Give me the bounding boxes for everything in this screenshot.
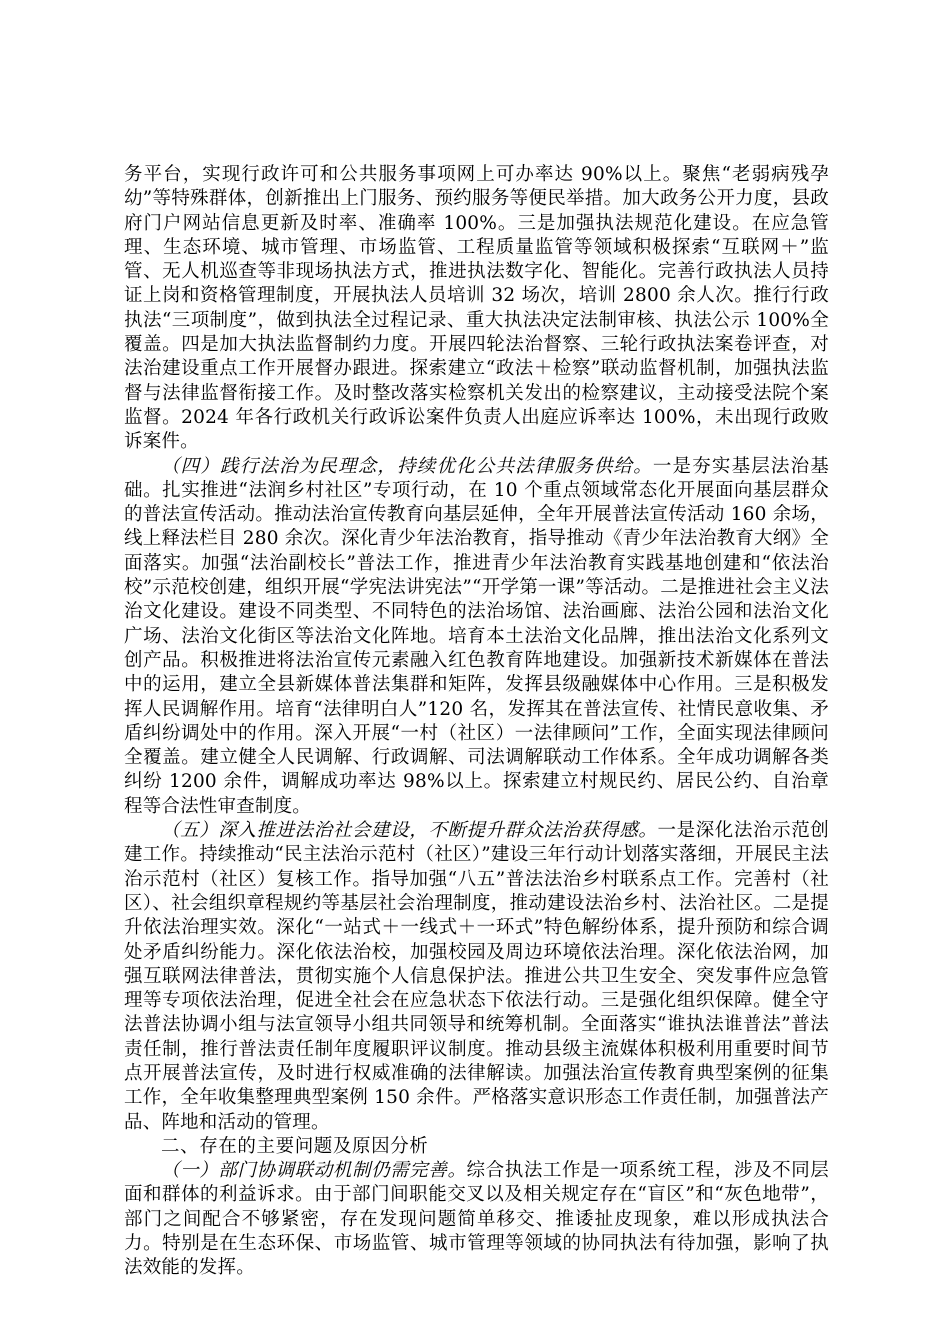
paragraph-subsection-1	[124, 1159, 829, 1280]
section-5-heading: （五）深入推进法治社会建设，不断提升群众法治获得感。	[161, 820, 658, 842]
document-body	[124, 163, 829, 1281]
paragraph-section-5	[124, 819, 829, 1135]
paragraph-continuation: 务平台，实现行政许可和公共服务事项网上可办率达 90%以上。聚焦“老弱病残孕幼”等特殊群体，创新推出上门服务、预约服务等便民举措。加大政务公开力度，县政府门户网站信息更新及时率、准确率 100%。三是加强执法规范化建设。在应急管理、生态环境、城市管理、市场监管、工程质量监管等领域积极探索“互联网＋”监管、无人机巡查等非现场执法方式，推进执法数字化、智能化。完善行政执法人员持证上岗和资格管理制度，开展执法人员培训 32 场次，培训 2800 余人次。推行行政执法“三项制度”，做到执法全过程记录、重大执法决定法制审核、执法公示 100%全覆盖。四是加大执法监督制约力度。开展四轮法治督察、三轮行政执法案卷评查，对法治建设重点工作开展督办跟进。探索建立“政法＋检察”联动监督机制，加强执法监督与法律监督衔接工作。及时整改落实检察机关发出的检察建议，主动接受法院个案监督。2024 年各行政机关行政诉讼案件负责人出庭应诉率达 100%，未出现行政败诉案件。	[124, 164, 829, 453]
paragraph-section-4	[124, 455, 829, 819]
subsection-1-heading: （一）部门协调联动机制仍需完善。	[161, 1160, 467, 1182]
subsection-1-body: 综合执法工作是一项系统工程，涉及不同层面和群体的利益诉求。由于部门间职能交叉以及相关规定存在“盲区”和“灰色地带”，部门之间配合不够紧密，存在发现问题简单移交、推诿扯皮现象，难以形成执法合力。特别是在生态环保、市场监管、城市管理等领域的协同执法有待加强，影响了执法效能的发挥。	[124, 1160, 829, 1279]
part-2-heading: 二、存在的主要问题及原因分析	[161, 1135, 429, 1157]
section-5-body: 一是深化法治示范创建工作。持续推动“民主法治示范村（社区）”建设三年行动计划落实落细，开展民主法治示范村（社区）复核工作。指导加强“八五”普法法治乡村联系点工作。完善村（社区）、社会组织章程规约等基层社会治理制度，推动建设法治乡村、法治社区。二是提升依法治理实效。深化“一站式＋一线式＋一环式”特色解纷体系，提升预防和综合调处矛盾纠纷能力。深化依法治校，加强校园及周边环境依法治理。深化依法治网，加强互联网法律普法，贯彻实施个人信息保护法。推进公共卫生安全、突发事件应急管理等专项依法治理，促进全社会在应急状态下依法行动。三是强化组织保障。健全守法普法协调小组与法宣领导小组共同领导和统筹机制。全面落实“谁执法谁普法”普法责任制，推行普法责任制年度履职评议制度。推动县级主流媒体积极利用重要时间节点开展普法宣传，及时进行权威准确的法律解读。加强法治宣传教育典型案例的征集工作，全年收集整理典型案例 150 余件。严格落实意识形态工作责任制，加强普法产品、阵地和活动的管理。	[124, 820, 829, 1133]
section-4-heading: （四）践行法治为民理念，持续优化公共法律服务供给。	[161, 455, 653, 477]
section-4-body: 一是夯实基层法治基础。扎实推进“法润乡村社区”专项行动，在 10 个重点领域常态化开展面向基层群众的普法宣传活动。推动法治宣传教育向基层延伸，全年开展普法宣传活动 160 余场，线上释法栏目 280 余次。深化青少年法治教育，指导推动《青少年法治教育大纲》全面落实。加强“法治副校长”普法工作，推进青少年法治教育实践基地创建和“依法治校”示范校创建，组织开展“学宪法讲宪法”“开学第一课”等活动。二是推进社会主义法治文化建设。建设不同类型、不同特色的法治场馆、法治画廊、法治公园和法治文化广场、法治文化街区等法治文化阵地。培育本土法治文化品牌，推出法治文化系列文创产品。积极推进将法治宣传元素融入红色教育阵地建设。加强新技术新媒体在普法中的运用，建立全县新媒体普法集群和矩阵，发挥县级融媒体中心作用。三是积极发挥人民调解作用。培育“法律明白人”120 名，发挥其在普法宣传、社情民意收集、矛盾纠纷调处中的作用。深入开展“一村（社区）一法律顾问”工作，全面实现法律顾问全覆盖。建立健全人民调解、行政调解、司法调解联动工作体系。全年成功调解各类纠纷 1200 余件，调解成功率达 98%以上。探索建立村规民约、居民公约、自治章程等合法性审查制度。	[124, 455, 829, 817]
